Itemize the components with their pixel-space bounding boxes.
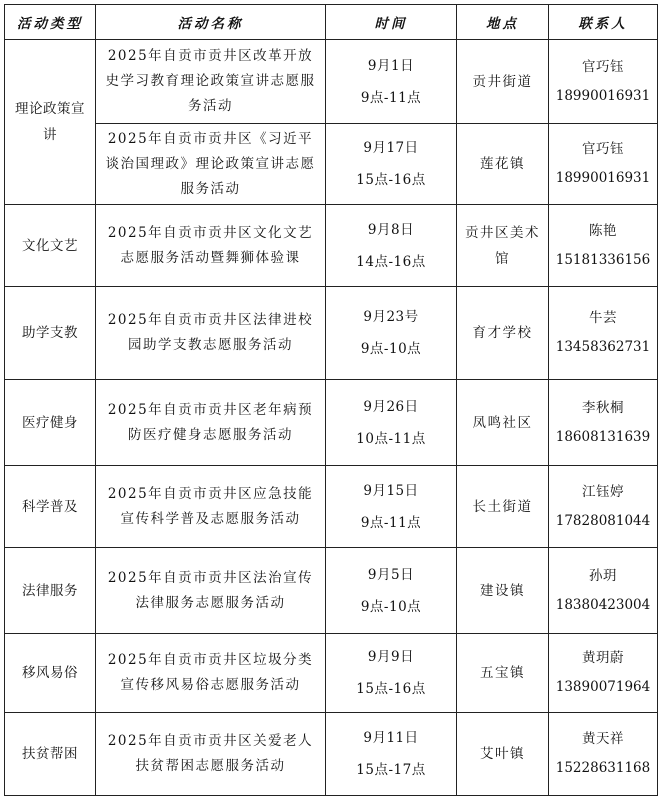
activity-type-cell: 法律服务 xyxy=(5,548,96,634)
location-cell: 凤鸣社区 xyxy=(457,380,549,466)
time-cell xyxy=(326,124,457,205)
activity-type-cell: 文化文艺 xyxy=(5,205,96,287)
time-cell xyxy=(326,287,457,380)
contact-phone: 13890071964 xyxy=(555,679,651,695)
activity-name-cell: 2025年自贡市贡井区老年病预防医疗健身志愿服务活动 xyxy=(96,380,326,466)
time-cell xyxy=(326,548,457,634)
contact-name: 黄玥蔚 xyxy=(582,650,624,666)
contact-cell xyxy=(549,713,658,796)
activity-type-cell: 理论政策宣讲 xyxy=(5,40,96,205)
contact-phone: 17828081044 xyxy=(555,512,651,529)
table-row xyxy=(5,380,658,466)
contact-name: 孙玥 xyxy=(589,567,617,584)
contact-phone: 13458362731 xyxy=(555,339,651,355)
hours-text: 15点-16点 xyxy=(356,681,426,697)
contact-phone: 18990016931 xyxy=(555,170,651,186)
activity-type-cell: 扶贫帮困 xyxy=(5,713,96,796)
contact-name: 官巧钰 xyxy=(582,58,624,75)
table-row xyxy=(5,40,658,124)
contact-name: 官巧钰 xyxy=(582,141,624,157)
date-text: 9月1日 xyxy=(367,57,415,74)
header-contact: 联系人 xyxy=(549,5,658,40)
location-cell: 贡井区美术馆 xyxy=(457,205,549,287)
contact-name: 牛芸 xyxy=(589,310,617,326)
activity-type-cell: 移风易俗 xyxy=(5,634,96,713)
table-row xyxy=(5,287,658,380)
hours-text: 9点-11点 xyxy=(360,514,422,531)
hours-text: 15点-16点 xyxy=(356,172,426,188)
date-text: 9月26日 xyxy=(363,398,419,415)
contact-cell xyxy=(549,124,658,205)
contact-cell xyxy=(549,380,658,466)
date-text: 9月5日 xyxy=(367,566,415,583)
location-cell: 育才学校 xyxy=(457,287,549,380)
location-cell: 莲花镇 xyxy=(457,124,549,205)
activity-name-cell: 2025年自贡市贡井区法治宣传法律服务志愿服务活动 xyxy=(96,548,326,634)
time-cell xyxy=(326,40,457,124)
time-cell xyxy=(326,466,457,548)
activity-name-cell: 2025年自贡市贡井区垃圾分类宣传移风易俗志愿服务活动 xyxy=(96,634,326,713)
table-row xyxy=(5,548,658,634)
contact-cell xyxy=(549,205,658,287)
table-row xyxy=(5,634,658,713)
location-cell: 长土街道 xyxy=(457,466,549,548)
hours-text: 14点-16点 xyxy=(356,253,426,270)
activity-name-cell: 2025年自贡市贡井区《习近平谈治国理政》理论政策宣讲志愿服务活动 xyxy=(96,124,326,205)
contact-phone: 18608131639 xyxy=(555,428,651,445)
date-text: 9月11日 xyxy=(363,730,419,746)
time-cell xyxy=(326,634,457,713)
contact-cell xyxy=(549,466,658,548)
contact-cell xyxy=(549,634,658,713)
header-activity-name: 活动名称 xyxy=(96,5,326,40)
location-cell: 建设镇 xyxy=(457,548,549,634)
date-text: 9月23号 xyxy=(363,309,419,325)
contact-cell xyxy=(549,287,658,380)
location-cell: 艾叶镇 xyxy=(457,713,549,796)
contact-name: 江钰婷 xyxy=(582,483,624,500)
hours-text: 10点-11点 xyxy=(356,430,426,447)
activity-name-cell: 2025年自贡市贡井区应急技能宣传科学普及志愿服务活动 xyxy=(96,466,326,548)
activity-name-cell: 2025年自贡市贡井区关爱老人扶贫帮困志愿服务活动 xyxy=(96,713,326,796)
date-text: 9月8日 xyxy=(367,221,415,238)
time-cell xyxy=(326,713,457,796)
header-time: 时间 xyxy=(326,5,457,40)
header-location: 地点 xyxy=(457,5,549,40)
hours-text: 9点-10点 xyxy=(360,341,422,357)
contact-phone: 18380423004 xyxy=(555,596,651,613)
contact-phone: 15181336156 xyxy=(555,251,651,268)
date-text: 9月15日 xyxy=(363,482,419,499)
time-cell xyxy=(326,380,457,466)
activity-name-cell: 2025年自贡市贡井区法律进校园助学支教志愿服务活动 xyxy=(96,287,326,380)
activity-type-cell: 医疗健身 xyxy=(5,380,96,466)
header-activity-type: 活动类型 xyxy=(5,5,96,40)
contact-cell xyxy=(549,40,658,124)
table-row xyxy=(5,205,658,287)
contact-phone: 15228631168 xyxy=(555,760,651,776)
contact-phone: 18990016931 xyxy=(555,87,651,104)
activity-name-cell: 2025年自贡市贡井区改革开放史学习教育理论政策宣讲志愿服务活动 xyxy=(96,40,326,124)
table-row xyxy=(5,713,658,796)
table-row xyxy=(5,124,658,205)
location-cell: 贡井街道 xyxy=(457,40,549,124)
activity-type-cell: 助学支教 xyxy=(5,287,96,380)
table-row xyxy=(5,466,658,548)
hours-text: 9点-11点 xyxy=(360,89,422,106)
contact-name: 李秋桐 xyxy=(582,399,624,416)
date-text: 9月17日 xyxy=(363,140,419,156)
location-cell: 五宝镇 xyxy=(457,634,549,713)
contact-name: 陈艳 xyxy=(589,222,617,239)
activity-schedule-table xyxy=(4,4,658,796)
hours-text: 15点-17点 xyxy=(356,762,426,778)
table-header-row xyxy=(5,5,658,40)
activity-name-cell: 2025年自贡市贡井区文化文艺志愿服务活动暨舞狮体验课 xyxy=(96,205,326,287)
contact-name: 黄天祥 xyxy=(582,731,624,747)
activity-type-cell: 科学普及 xyxy=(5,466,96,548)
contact-cell xyxy=(549,548,658,634)
time-cell xyxy=(326,205,457,287)
hours-text: 9点-10点 xyxy=(360,598,422,615)
date-text: 9月9日 xyxy=(367,649,415,665)
